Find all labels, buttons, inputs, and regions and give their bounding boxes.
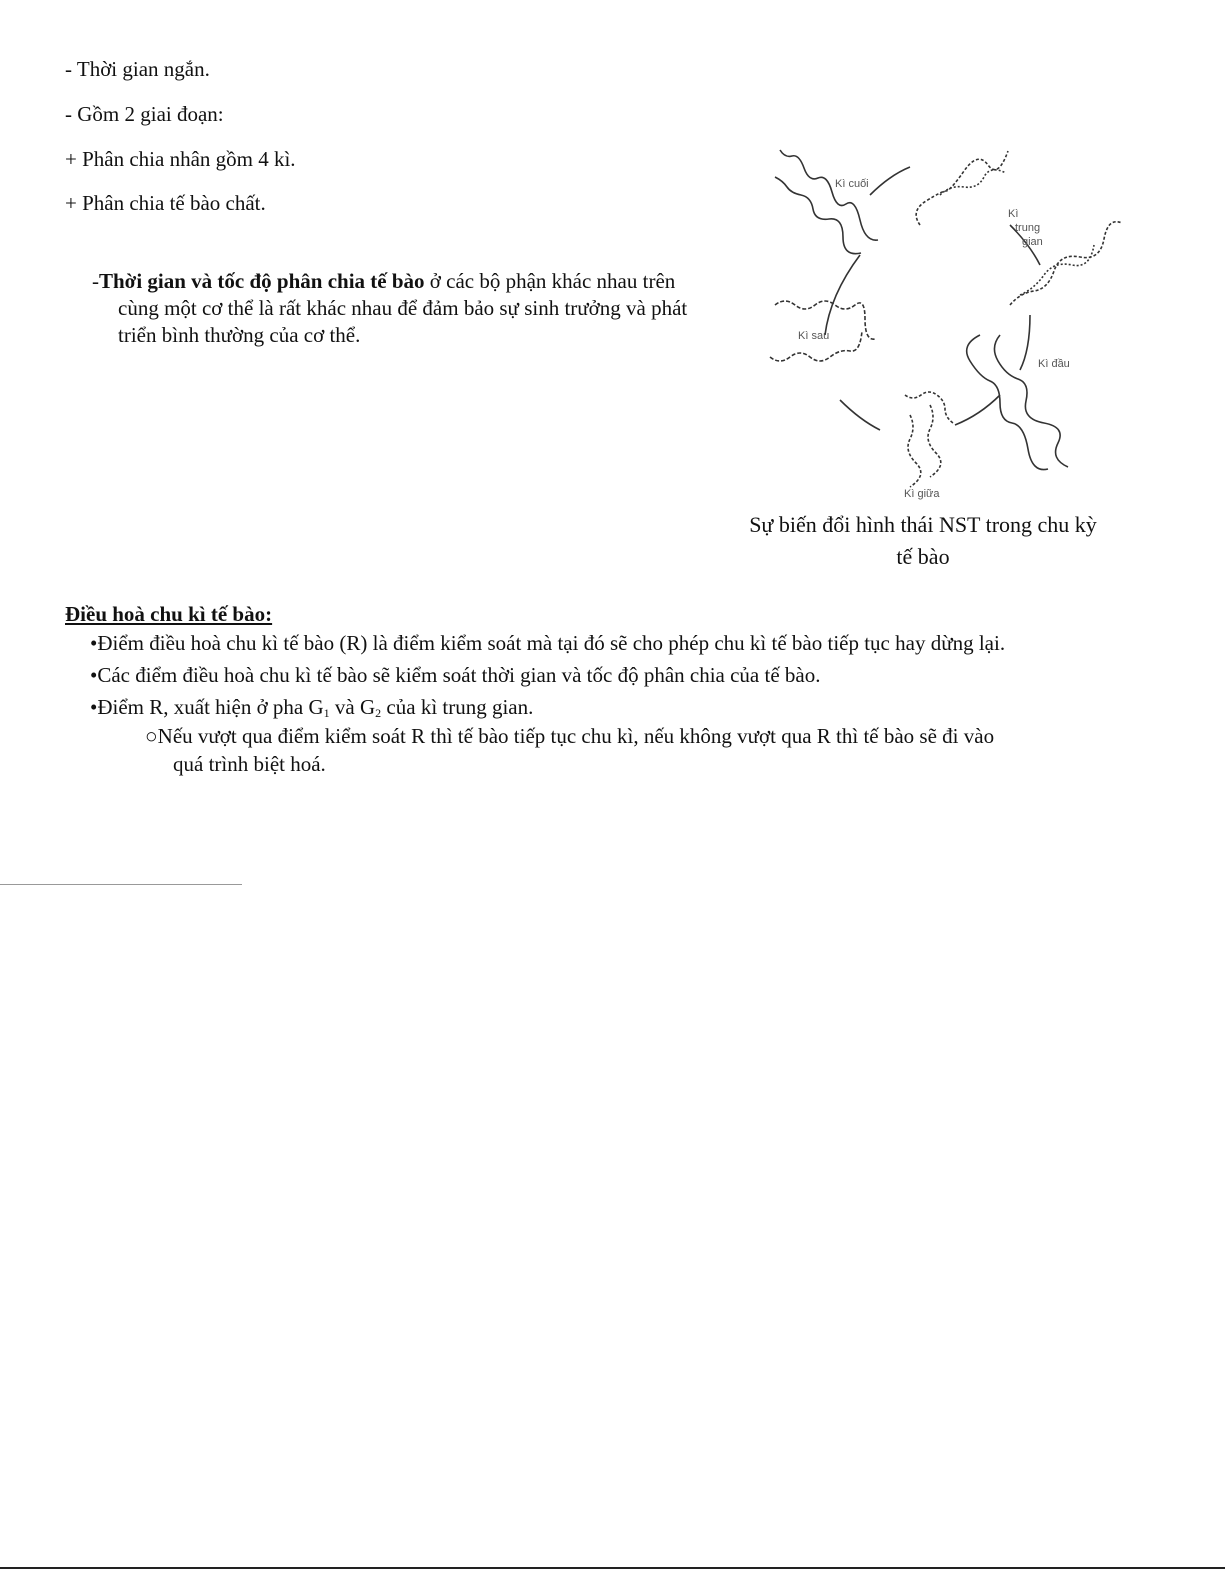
figure-caption-line-2: tế bào [896,544,950,569]
speed-note-bold: Thời gian và tốc độ phân chia tế bào [99,269,425,293]
subscript-2: 2 [375,706,382,720]
regulation-bullet-1: •Điểm điều hoà chu kì tế bào (R) là điểm kiểm soát mà tại đó sẽ cho phép chu kì tế bào tiếp tục hay dừng lại. [90,631,1006,655]
page-bottom-border [0,1567,1225,1569]
label-ki-trung-gian-2: trung [1015,222,1041,234]
intro-line-4: + Phân chia tế bào chất. [65,191,266,215]
regulation-sub-bullet-1: ○Nếu vượt qua điểm kiểm soát R thì tế bào tiếp tục chu kì, nếu không vượt qua R thì tế bào sẽ đi vào [145,724,995,748]
label-ki-sau: Kì sau [798,330,830,342]
intro-line-3: + Phân chia nhân gồm 4 kì. [65,147,296,171]
speed-note-prefix: - [92,269,99,293]
label-ki-dau: Kì đầu [1038,358,1070,370]
subscript-1: 1 [323,706,330,720]
intro-line-1: - Thời gian ngắn. [65,57,210,81]
chromosome-cycle-figure [740,135,1140,505]
bullet-3-part-a: •Điểm R, xuất hiện ở pha G [90,695,324,719]
bullet-3-part-b: và G [329,695,376,719]
figure-caption-line-1: Sự biến đổi hình thái NST trong chu kỳ [749,512,1097,537]
label-ki-trung-gian-1: Kì [1008,208,1019,220]
regulation-bullet-2: •Các điểm điều hoà chu kì tế bào sẽ kiểm soát thời gian và tốc độ phân chia của tế bào. [90,663,821,687]
bullet-3-part-c: của kì trung gian. [381,695,534,719]
speed-note-rest: ở các bộ phận khác nhau trên cùng một cơ thể là rất khác nhau để đảm bảo sự sinh trưởng và phát triển bình thường của cơ thể. [118,269,688,347]
footnote-divider [0,884,242,885]
intro-line-2: - Gồm 2 giai đoạn: [65,102,224,126]
label-ki-giua: Kì giữa [904,488,940,500]
label-ki-cuoi: Kì cuối [835,178,869,190]
speed-note [92,268,708,349]
label-ki-trung-gian-3: gian [1022,236,1043,248]
regulation-bullet-3 [90,694,533,723]
regulation-heading: Điều hoà chu kì tế bào: [65,602,273,626]
regulation-sub-bullet-2: quá trình biệt hoá. [173,752,326,776]
